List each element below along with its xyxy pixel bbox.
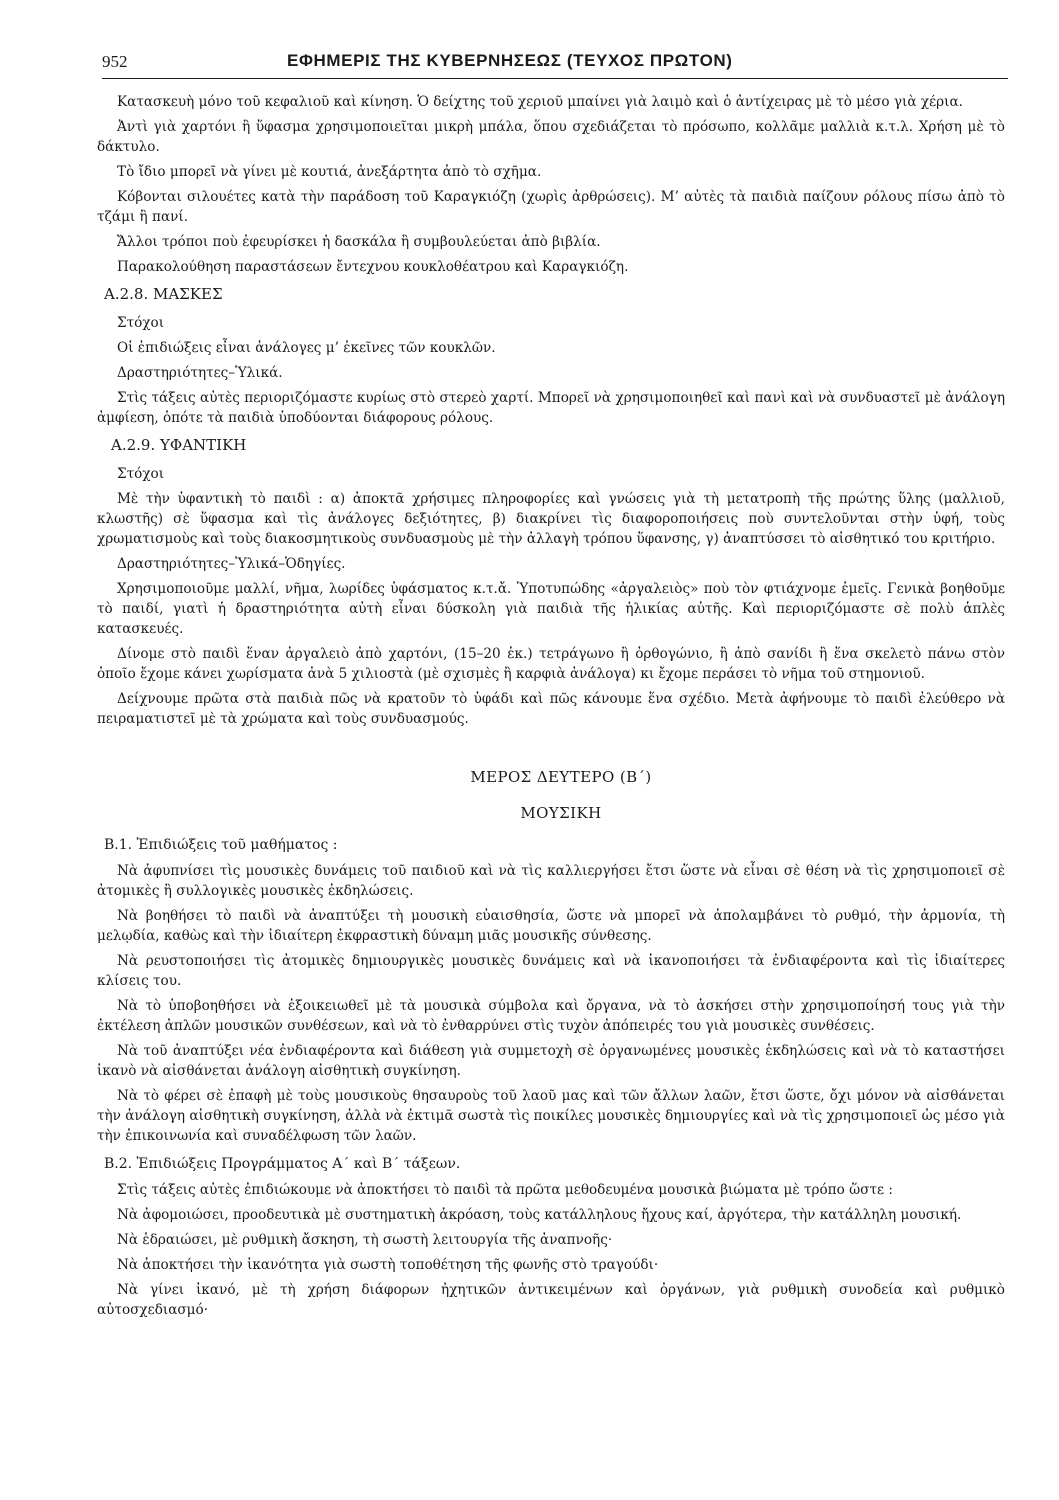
- goals-text: Οἱ ἐπιδιώξεις εἶναι ἀνάλογες μ’ ἐκεῖνες τῶν κουκλῶν.: [117, 340, 496, 356]
- b1-paragraph: Νὰ ρευστοποιήσει τὶς ἀτομικὲς δημιουργικὲς μουσικὲς δυνάμεις καὶ νὰ ἱκανοποιήσει τὰ ἐνδιαφέροντα καὶ τὶς ἰδιαίτερες κλίσεις του.: [97, 953, 1005, 989]
- goals-label: Στόχοι: [117, 315, 165, 331]
- activities-label: Δραστηριότητες–Ὑλικά–Ὁδηγίες.: [117, 556, 346, 572]
- b1-paragraph: Νὰ βοηθήσει τὸ παιδὶ νὰ ἀναπτύξει τὴ μουσικὴ εὐαισθησία, ὥστε νὰ μπορεῖ νὰ ἀπολαμβάνει τὸ ρυθμό, τὴν ἁρμονία, τὴ μελῳδία, καθὼς καὶ τὴν ἰδιαίτερη ἐκφραστικὴ δύναμη μιᾶς μουσικῆς σύνθεσης.: [97, 908, 1005, 944]
- subject-title: ΜΟΥΣΙΚΗ: [520, 804, 602, 822]
- gazette-title: ΕΦΗΜΕΡΙΣ ΤΗΣ ΚΥΒΕΡΝΗΣΕΩΣ (ΤΕΥΧΟΣ ΠΡΩΤΟΝ): [287, 51, 733, 70]
- b1-paragraph: Νὰ ἀφυπνίσει τὶς μουσικὲς δυνάμεις τοῦ παιδιοῦ καὶ νὰ τὶς καλλιεργήσει ἔτσι ὥστε νὰ εἶναι σὲ θέση νὰ τὶς χρησιμοποιεῖ σὲ ἀτομικὲς ἢ συλλογικὲς μουσικὲς ἐκδηλώσεις.: [97, 863, 1005, 899]
- b2-paragraph: Νὰ ἀφομοιώσει, προοδευτικὰ μὲ συστηματικὴ ἀκρόαση, τοὺς κατάλληλους ἤχους καί, ἀργότερα, τὴν κατάλληλη μουσική.: [117, 1207, 962, 1223]
- document-body: [97, 92, 1005, 1325]
- section-heading-b2: Β.2. Ἐπιδιώξεις Προγράμματος Α΄ καὶ Β΄ τάξεων.: [104, 1156, 461, 1172]
- page-number: 952: [102, 52, 128, 71]
- b2-paragraph: Νὰ ἀποκτήσει τὴν ἱκανότητα γιὰ σωστὴ τοποθέτηση τῆς φωνῆς στὸ τραγούδι·: [117, 1257, 659, 1273]
- intro-paragraph: Κατασκευὴ μόνο τοῦ κεφαλιοῦ καὶ κίνηση. Ὁ δείχτης τοῦ χεριοῦ μπαίνει γιὰ λαιμὸ καὶ ὁ ἀντίχειρας μὲ τὸ μέσο γιὰ χέρια.: [117, 94, 963, 110]
- b2-paragraph: Νὰ ἑδραιώσει, μὲ ρυθμικὴ ἄσκηση, τὴ σωστὴ λειτουργία τῆς ἀναπνοῆς·: [117, 1232, 613, 1248]
- page-header: [102, 48, 1008, 79]
- activities-text: Στὶς τάξεις αὐτὲς περιοριζόμαστε κυρίως στὸ στερεὸ χαρτί. Μπορεῖ νὰ χρησιμοποιηθεῖ καὶ πανὶ καὶ νὰ συνδυαστεῖ μὲ ἀνάλογη ἀμφίεση, ὁπότε τὰ παιδιὰ ὑποδύονται διάφορους ρόλους.: [97, 390, 1005, 426]
- goals-text: Μὲ τὴν ὑφαντικὴ τὸ παιδὶ : α) ἀποκτᾶ χρήσιμες πληροφορίες καὶ γνώσεις γιὰ τὴ μετατροπὴ τῆς πρώτης ὕλης (μαλλιοῦ, κλωστῆς) σὲ ὕφασμα καὶ τὶς ἀνάλογες δεξιότητες, β) διακρίνει τὶς διαφοροποιήσεις ποὺ συντελοῦνται στὴν ὑφή, τοὺς χρωματισμοὺς καὶ τοὺς διακοσμητικοὺς συνδυασμοὺς μὲ τὴν ἀλλαγὴ τρόπου ὕφανσης, γ) ἀναπτύσσει τὸ αἰσθητικό του κριτήριο.: [97, 491, 1005, 547]
- weaving-paragraph: Δείχνουμε πρῶτα στὰ παιδιὰ πῶς νὰ κρατοῦν τὸ ὑφάδι καὶ πῶς κάνουμε ἕνα σχέδιο. Μετὰ ἀφήνουμε τὸ παιδὶ ἐλεύθερο νὰ πειραματιστεῖ μὲ τὰ χρώματα καὶ τοὺς συνδυασμούς.: [97, 691, 1005, 727]
- section-heading-b1: Β.1. Ἐπιδιώξεις τοῦ μαθήματος :: [104, 837, 338, 853]
- part-title: ΜΕΡΟΣ ΔΕΥΤΕΡΟ (Β΄): [470, 768, 652, 786]
- weaving-paragraph: Δίνομε στὸ παιδὶ ἕναν ἀργαλειὸ ἀπὸ χαρτόνι, (15–20 ἑκ.) τετράγωνο ἢ ὀρθογώνιο, ἢ ἀπὸ σανίδι ἢ ἕνα σκελετὸ πάνω στὸν ὁποῖο ἔχομε κάνει χωρίσματα ἀνὰ 5 χιλιοστὰ (μὲ σχισμὲς ἢ καρφιὰ ἀνάλογα) κι ἔχομε περάσει τὸ νῆμα τοῦ στημονιοῦ.: [97, 646, 1005, 682]
- b1-paragraph: Νὰ τοῦ ἀναπτύξει νέα ἐνδιαφέροντα καὶ διάθεση γιὰ συμμετοχὴ σὲ ὀργανωμένες μουσικὲς ἐκδηλώσεις καὶ νὰ τὸ καταστήσει ἱκανὸ νὰ αἰσθάνεται ἀνάλογη αἰσθητικὴ συγκίνηση.: [97, 1043, 1005, 1079]
- intro-paragraph: Παρακολούθηση παραστάσεων ἔντεχνου κουκλοθέατρου καὶ Καραγκιόζη.: [117, 259, 629, 275]
- b1-paragraph: Νὰ τὸ ὑποβοηθήσει νὰ ἐξοικειωθεῖ μὲ τὰ μουσικὰ σύμβολα καὶ ὄργανα, νὰ τὸ ἀσκήσει στὴν χρησιμοποίησή τους γιὰ τὴν ἐκτέλεση ἁπλῶν μουσικῶν συνθέσεων, καὶ νὰ τὸ ἐνθαρρύνει στὶς τυχὸν ἀπόπειρές του γιὰ μουσικὲς συνθέσεις.: [97, 998, 1005, 1034]
- section-heading-weaving: Α.2.9. ΥΦΑΝΤΙΚΗ: [111, 436, 247, 454]
- intro-paragraph: Ἀντὶ γιὰ χαρτόνι ἢ ὕφασμα χρησιμοποιεῖται μικρὴ μπάλα, ὅπου σχεδιάζεται τὸ πρόσωπο, κολλᾶμε μαλλιὰ κ.τ.λ. Χρήση μὲ τὸ δάκτυλο.: [97, 119, 1005, 155]
- b2-paragraph: Στὶς τάξεις αὐτὲς ἐπιδιώκουμε νὰ ἀποκτήσει τὸ παιδὶ τὰ πρῶτα μεθοδευμένα μουσικὰ βιώματα μὲ τρόπο ὥστε :: [117, 1182, 893, 1198]
- intro-paragraph: Τὸ ἴδιο μπορεῖ νὰ γίνει μὲ κουτιά, ἀνεξάρτητα ἀπὸ τὸ σχῆμα.: [117, 164, 542, 180]
- b1-paragraph: Νὰ τὸ φέρει σὲ ἐπαφὴ μὲ τοὺς μουσικοὺς θησαυροὺς τοῦ λαοῦ μας καὶ τῶν ἄλλων λαῶν, ἔτσι ὥστε, ὄχι μόνον νὰ αἰσθάνεται τὴν ἀνάλογη αἰσθητικὴ συγκίνηση, ἀλλὰ νὰ ἐκτιμᾶ σωστὰ τὶς ποικίλες μουσικὲς δημιουργίες καὶ νὰ τὶς χρησιμοποιεῖ ὡς μέσο γιὰ τὴν ἐπικοινωνία καὶ συναδέλφωση τῶν λαῶν.: [97, 1088, 1005, 1144]
- goals-label: Στόχοι: [117, 466, 165, 482]
- section-heading-masks: Α.2.8. ΜΑΣΚΕΣ: [104, 285, 223, 303]
- weaving-paragraph: Χρησιμοποιοῦμε μαλλί, νῆμα, λωρίδες ὑφάσματος κ.τ.ἄ. Ὑποτυπώδης «ἀργαλειὸς» ποὺ τὸν φτιάχνομε ἐμεῖς. Γενικὰ βοηθοῦμε τὸ παιδί, γιατὶ ἡ δραστηριότητα αὐτὴ εἶναι δύσκολη γιὰ παιδιὰ τῆς ἡλικίας αὐτῆς. Καὶ περιοριζόμαστε σὲ πολὺ ἁπλὲς κατασκευές.: [97, 581, 1005, 637]
- activities-label: Δραστηριότητες–Ὑλικά.: [117, 365, 283, 381]
- intro-paragraph: Κόβονται σιλουέτες κατὰ τὴν παράδοση τοῦ Καραγκιόζη (χωρὶς ἀρθρώσεις). Μ’ αὐτὲς τὰ παιδιὰ παίζουν ρόλους πίσω ἀπὸ τὸ τζάμι ἢ πανί.: [97, 189, 1005, 225]
- b2-paragraph: Νὰ γίνει ἱκανό, μὲ τὴ χρήση διάφορων ἠχητικῶν ἀντικειμένων καὶ ὀργάνων, γιὰ ρυθμικὴ συνοδεία καὶ ρυθμικὸ αὐτοσχεδιασμό·: [97, 1282, 1005, 1318]
- intro-paragraph: Ἄλλοι τρόποι ποὺ ἐφευρίσκει ἡ δασκάλα ἢ συμβουλεύεται ἀπὸ βιβλία.: [117, 234, 601, 250]
